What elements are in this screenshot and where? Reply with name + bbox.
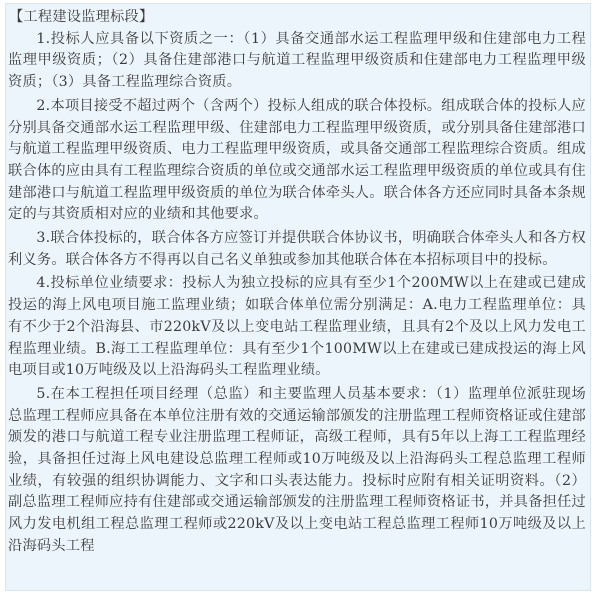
- document-page: [5, 3, 591, 591]
- paragraph-personnel-requirements: 5.在本工程担任项目经理（总监）和主要监理人员基本要求：（1）监理单位派驻现场总监理工程师应具备在本单位注册有效的交通运输部颁发的注册监理工程师资格证或住建部颁发的港口与航道工程专业注册监理工程师证，高级工程师，具有5年以上海工工程监理经验，具备担任过海上风电建设总监理工程师或10万吨级及以上沿海码头工程总监理工程师业绩，有较强的组织协调能力、文字和口头表达能力。投标时应附有相关证明资料。（2）副总监理工程师应持有住建部或交通运输部颁发的注册监理工程师资格证书，并具备担任过风力发电机组工程总监理工程师或220kV及以上变电站工程总监理工程师10万吨级及以上沿海码头工程: [8, 385, 586, 554]
- paragraph-qualification: 1.投标人应具备以下资质之一：（1）具备交通部水运工程监理甲级和住建部电力工程监理甲级资质；（2）具备住建部港口与航道工程监理甲级资质和住建部电力工程监理甲级资质；（3）具备工程监理综合资质。: [8, 30, 586, 91]
- section-title: 【工程建设监理标段】: [9, 9, 154, 25]
- paragraph-consortium-agreement: 3.联合体投标的，联合体各方应签订并提供联合体协议书，明确联合体牵头人和各方权利义务。联合体各方不得再以自己名义单独或参加其他联合体在本招标项目中的投标。: [8, 230, 586, 268]
- paragraph-performance-requirements: 4.投标单位业绩要求：投标人为独立投标的应具有至少1个200MW以上在建或已建成投运的海上风电项目施工监理业绩；如联合体单位需分别满足：A.电力工程监理单位：具有不少于2个沿海县、市220kV及以上变电站工程监理业绩，且具有2个及以上风力发电工程监理业绩。B.海工工程监理单位：具有至少1个100MW以上在建或已建成投运的海上风电项目或10万吨级及以上沿海码头工程监理业绩。: [8, 275, 586, 379]
- paragraph-consortium: 2.本项目接受不超过两个（含两个）投标人组成的联合体投标。组成联合体的投标人应分别具备交通部水运工程监理甲级、住建部电力工程监理甲级资质，或分别具备住建部港口与航道工程监理甲级资质、电力工程监理甲级资质，或具备交通部工程监理综合资质。组成联合体的应由具有工程监理综合资质的单位或交通部水运工程监理甲级资质的单位或具有住建部港口与航道工程监理甲级资质的单位为联合体牵头人。联合体各方还应同时具备本条规定的与其资质相对应的业绩和其他要求。: [8, 97, 586, 223]
